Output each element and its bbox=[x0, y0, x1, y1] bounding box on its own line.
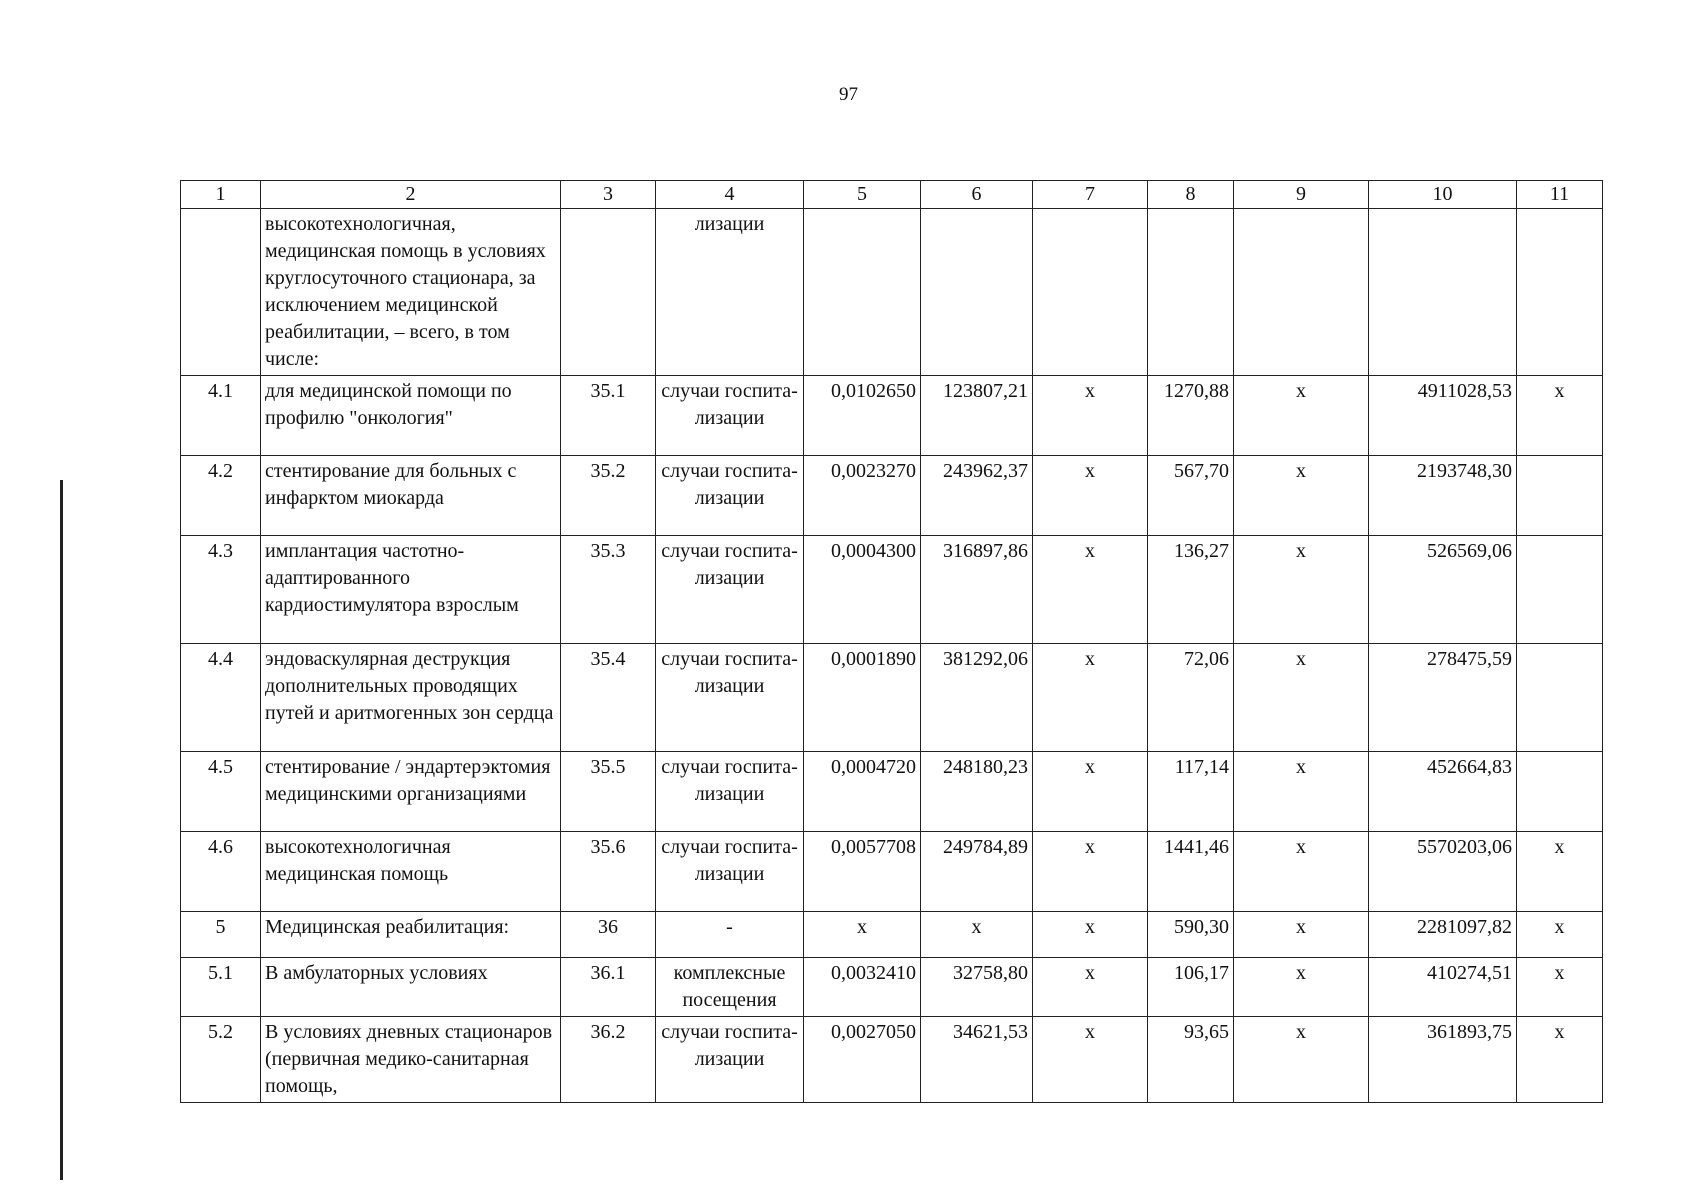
cell-unit: - bbox=[656, 912, 804, 958]
cell-col8: 1441,46 bbox=[1148, 832, 1234, 912]
column-header: 4 bbox=[656, 181, 804, 209]
cell-col5: 0,0004720 bbox=[804, 752, 921, 832]
cell-col6: 381292,06 bbox=[921, 644, 1033, 752]
column-header: 9 bbox=[1234, 181, 1369, 209]
cell-col10: 2281097,82 bbox=[1369, 912, 1517, 958]
cell-col10: 278475,59 bbox=[1369, 644, 1517, 752]
cell-col5: 0,0004300 bbox=[804, 536, 921, 644]
cell-col11: х bbox=[1517, 832, 1603, 912]
cell-row-number: 5.2 bbox=[181, 1017, 261, 1103]
cell-col8: 117,14 bbox=[1148, 752, 1234, 832]
data-table bbox=[180, 180, 1603, 1103]
cell-col11: х bbox=[1517, 376, 1603, 456]
cell-col5: 0,0001890 bbox=[804, 644, 921, 752]
table-row bbox=[181, 832, 1603, 912]
cell-unit: комплексные посещения bbox=[656, 958, 804, 1017]
cell-line-number: 36.2 bbox=[561, 1017, 656, 1103]
cell-line-number: 35.4 bbox=[561, 644, 656, 752]
cell-col5: 0,0027050 bbox=[804, 1017, 921, 1103]
cell-col5: 0,0023270 bbox=[804, 456, 921, 536]
column-header: 5 bbox=[804, 181, 921, 209]
table-row bbox=[181, 456, 1603, 536]
column-header: 2 bbox=[261, 181, 561, 209]
cell-row-number: 4.3 bbox=[181, 536, 261, 644]
cell-name: В условиях дневных стационаров (первичная медико-санитарная помощь, bbox=[261, 1017, 561, 1103]
cell-col6: 249784,89 bbox=[921, 832, 1033, 912]
cell-col10: 410274,51 bbox=[1369, 958, 1517, 1017]
cell-name: высокотехнологичная медицинская помощь bbox=[261, 832, 561, 912]
cell-col9: х bbox=[1234, 536, 1369, 644]
cell-line-number bbox=[561, 209, 656, 376]
cell-unit: лизации bbox=[656, 209, 804, 376]
cell-row-number: 4.1 bbox=[181, 376, 261, 456]
cell-col9: х bbox=[1234, 832, 1369, 912]
cell-name: эндоваскулярная деструкция дополнительных проводящих путей и аритмогенных зон сердца bbox=[261, 644, 561, 752]
cell-col6: х bbox=[921, 912, 1033, 958]
cell-name: Медицинская реабилитация: bbox=[261, 912, 561, 958]
table-row bbox=[181, 912, 1603, 958]
cell-col11 bbox=[1517, 752, 1603, 832]
cell-col9: х bbox=[1234, 376, 1369, 456]
cell-unit: случаи госпита-лизации bbox=[656, 1017, 804, 1103]
table-row bbox=[181, 958, 1603, 1017]
cell-col6: 32758,80 bbox=[921, 958, 1033, 1017]
cell-col6: 34621,53 bbox=[921, 1017, 1033, 1103]
cell-row-number: 4.5 bbox=[181, 752, 261, 832]
cell-unit: случаи госпита-лизации bbox=[656, 752, 804, 832]
table-row bbox=[181, 376, 1603, 456]
table-row bbox=[181, 752, 1603, 832]
column-header: 11 bbox=[1517, 181, 1603, 209]
cell-col11: х bbox=[1517, 958, 1603, 1017]
table-row bbox=[181, 536, 1603, 644]
cell-col6: 123807,21 bbox=[921, 376, 1033, 456]
cell-name: для медицинской помощи по профилю "онкология" bbox=[261, 376, 561, 456]
column-header: 7 bbox=[1033, 181, 1148, 209]
cell-unit: случаи госпита-лизации bbox=[656, 456, 804, 536]
cell-col11 bbox=[1517, 456, 1603, 536]
column-header: 6 bbox=[921, 181, 1033, 209]
margin-line bbox=[60, 480, 63, 1180]
cell-line-number: 35.6 bbox=[561, 832, 656, 912]
cell-name: имплантация частотно-адаптированного кардиостимулятора взрослым bbox=[261, 536, 561, 644]
cell-col10: 361893,75 bbox=[1369, 1017, 1517, 1103]
cell-line-number: 36.1 bbox=[561, 958, 656, 1017]
cell-col9: х bbox=[1234, 456, 1369, 536]
cell-col5: 0,0057708 bbox=[804, 832, 921, 912]
cell-col8: 72,06 bbox=[1148, 644, 1234, 752]
cell-col10: 4911028,53 bbox=[1369, 376, 1517, 456]
column-header: 10 bbox=[1369, 181, 1517, 209]
cell-col10: 452664,83 bbox=[1369, 752, 1517, 832]
cell-name: В амбулаторных условиях bbox=[261, 958, 561, 1017]
cell-col7: х bbox=[1033, 536, 1148, 644]
cell-name: высокотехнологичная, медицинская помощь в условиях круглосуточного стационара, за исключением медицинской реабилитации, – всего, в том числе: bbox=[261, 209, 561, 376]
cell-col9: х bbox=[1234, 958, 1369, 1017]
cell-line-number: 35.1 bbox=[561, 376, 656, 456]
cell-col9 bbox=[1234, 209, 1369, 376]
cell-col6: 316897,86 bbox=[921, 536, 1033, 644]
cell-row-number: 4.2 bbox=[181, 456, 261, 536]
cell-col7: х bbox=[1033, 752, 1148, 832]
cell-col8: 106,17 bbox=[1148, 958, 1234, 1017]
cell-col7: х bbox=[1033, 832, 1148, 912]
page-number: 97 bbox=[839, 84, 858, 105]
cell-row-number: 4.6 bbox=[181, 832, 261, 912]
cell-unit: случаи госпита-лизации bbox=[656, 644, 804, 752]
table-row bbox=[181, 1017, 1603, 1103]
column-header: 3 bbox=[561, 181, 656, 209]
cell-col6: 243962,37 bbox=[921, 456, 1033, 536]
cell-col9: х bbox=[1234, 644, 1369, 752]
cell-col8: 1270,88 bbox=[1148, 376, 1234, 456]
cell-col7: х bbox=[1033, 376, 1148, 456]
cell-line-number: 35.2 bbox=[561, 456, 656, 536]
cell-col6 bbox=[921, 209, 1033, 376]
cell-col9: х bbox=[1234, 752, 1369, 832]
cell-row-number bbox=[181, 209, 261, 376]
cell-col7: х bbox=[1033, 644, 1148, 752]
cell-line-number: 36 bbox=[561, 912, 656, 958]
cell-row-number: 5 bbox=[181, 912, 261, 958]
cell-line-number: 35.5 bbox=[561, 752, 656, 832]
cell-col9: х bbox=[1234, 1017, 1369, 1103]
cell-col7: х bbox=[1033, 912, 1148, 958]
cell-col11 bbox=[1517, 209, 1603, 376]
cell-col7: х bbox=[1033, 456, 1148, 536]
cell-col8: 567,70 bbox=[1148, 456, 1234, 536]
cell-col11: х bbox=[1517, 1017, 1603, 1103]
cell-unit: случаи госпита-лизации bbox=[656, 536, 804, 644]
cell-col5: х bbox=[804, 912, 921, 958]
table-row bbox=[181, 644, 1603, 752]
table-row bbox=[181, 209, 1603, 376]
cell-row-number: 4.4 bbox=[181, 644, 261, 752]
cell-col11: х bbox=[1517, 912, 1603, 958]
cell-unit: случаи госпита-лизации bbox=[656, 376, 804, 456]
column-header: 1 bbox=[181, 181, 261, 209]
cell-col8: 590,30 bbox=[1148, 912, 1234, 958]
cell-col7: х bbox=[1033, 1017, 1148, 1103]
cell-col10 bbox=[1369, 209, 1517, 376]
cell-col9: х bbox=[1234, 912, 1369, 958]
cell-col10: 2193748,30 bbox=[1369, 456, 1517, 536]
column-number-row bbox=[181, 181, 1603, 209]
column-header: 8 bbox=[1148, 181, 1234, 209]
cell-row-number: 5.1 bbox=[181, 958, 261, 1017]
cell-col5: 0,0032410 bbox=[804, 958, 921, 1017]
cell-col5 bbox=[804, 209, 921, 376]
cell-name: стентирование / эндартерэктомия медицинскими организациями bbox=[261, 752, 561, 832]
cell-col11 bbox=[1517, 644, 1603, 752]
cell-col11 bbox=[1517, 536, 1603, 644]
cell-col10: 526569,06 bbox=[1369, 536, 1517, 644]
cell-col8: 136,27 bbox=[1148, 536, 1234, 644]
cell-col7: х bbox=[1033, 958, 1148, 1017]
cell-col8 bbox=[1148, 209, 1234, 376]
cell-name: стентирование для больных с инфарктом миокарда bbox=[261, 456, 561, 536]
cell-col7 bbox=[1033, 209, 1148, 376]
cell-unit: случаи госпита-лизации bbox=[656, 832, 804, 912]
cell-col10: 5570203,06 bbox=[1369, 832, 1517, 912]
cell-line-number: 35.3 bbox=[561, 536, 656, 644]
cell-col8: 93,65 bbox=[1148, 1017, 1234, 1103]
cell-col5: 0,0102650 bbox=[804, 376, 921, 456]
cell-col6: 248180,23 bbox=[921, 752, 1033, 832]
